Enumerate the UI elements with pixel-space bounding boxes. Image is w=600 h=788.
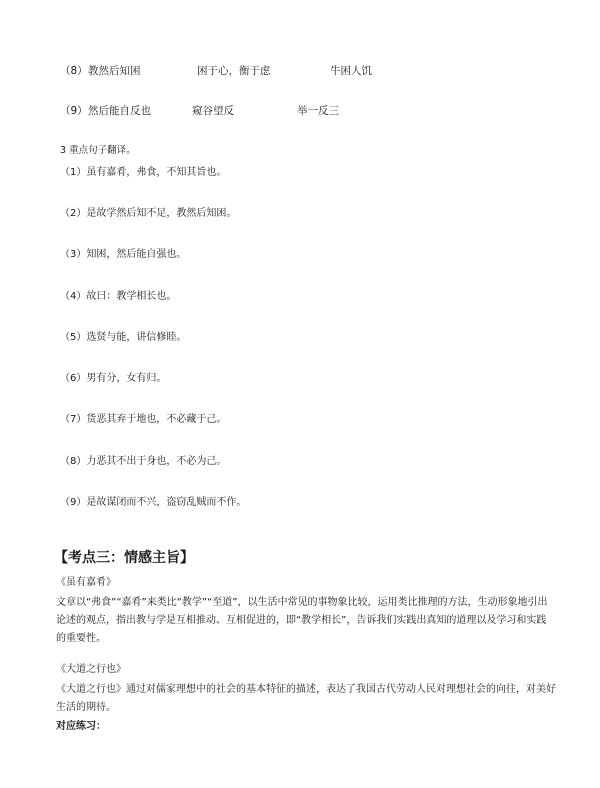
section-subtitle: 《大道之行也》 xyxy=(56,664,126,675)
translation-sentence: （1）虽有嘉肴，弗食，不知其旨也。 xyxy=(60,167,227,178)
translation-sentence: （3）知困，然后能自强也。 xyxy=(60,249,187,260)
translation-sentence: （8）力恶其不出于身也，不必为己。 xyxy=(60,456,227,467)
section-title: 【考点三：情感主旨】 xyxy=(54,550,194,566)
translation-sentence: （5）选贤与能，讲信修睦。 xyxy=(60,332,187,343)
translation-sentence: （2）是故学然后知不足，教然后知困。 xyxy=(60,208,237,219)
section-paragraph: 《大道之行也》通过对儒家理想中的社会的基本特征的描述，表达了我国古代劳动人民对理想社会的向往，对美好生活的期待。 xyxy=(56,684,556,713)
translation-sentence: （6）男有分，女有归。 xyxy=(60,373,167,384)
translation-heading: 3 重点句子翻译。 xyxy=(60,145,136,156)
section-paragraph: 文章以“弗食”“嘉肴”来类比“教学”“至道”，以生活中常见的事物象比较，运用类比推理的方法，生动形象地引出论述的观点，指出教与学是互相推动、互相促进的，即“教学相长”，告诉我们实践出真知的道理以及学习和实践的重要性。 xyxy=(56,597,548,644)
vocab-row-8-number: （8） xyxy=(60,65,88,77)
vocab-row-9-item-3: 举一反三 xyxy=(297,105,339,117)
vocab-row-8-item-2: 困于心，衡于虑 xyxy=(197,65,271,77)
vocab-row-9-number: （9） xyxy=(60,105,88,117)
vocab-row-8-item-1: 教然后知困 xyxy=(88,65,141,77)
vocab-row-8-item-3: 牛困人饥 xyxy=(330,65,372,77)
translation-sentence: （4）故曰：教学相长也。 xyxy=(60,291,177,302)
exercise-label: 对应练习： xyxy=(56,721,106,732)
translation-sentence: （7）货恶其弃于地也，不必藏于己。 xyxy=(60,414,227,425)
vocab-row-9-item-1: 然后能自反也 xyxy=(88,105,151,117)
section-subtitle: 《虽有嘉肴》 xyxy=(56,577,116,588)
translation-sentence: （9）是故谋闭而不兴，盗窃乱贼而不作。 xyxy=(60,497,247,508)
vocab-row-9-item-2: 窥谷望反 xyxy=(192,105,234,117)
